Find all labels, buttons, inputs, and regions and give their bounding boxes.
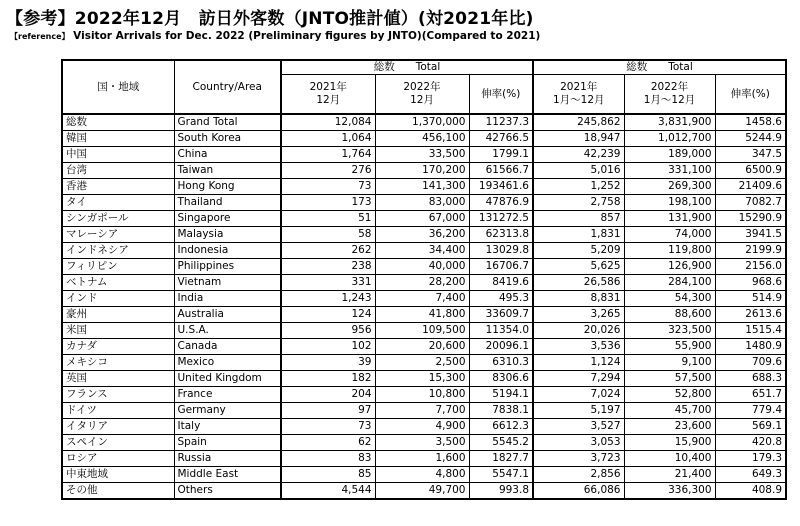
header-group-month: 総数 Total	[281, 60, 533, 75]
cell-region-en: Middle East	[174, 467, 281, 483]
cell-growth-month: 62313.8	[469, 227, 533, 243]
cell-region-en: China	[174, 147, 281, 163]
cell-2021-cumulative: 1,252	[533, 179, 624, 195]
cell-growth-month: 8306.6	[469, 371, 533, 387]
table-row	[62, 147, 786, 163]
cell-region-en: France	[174, 387, 281, 403]
cell-growth-month: 11237.3	[469, 114, 533, 131]
cell-growth-cumulative: 709.6	[715, 355, 786, 371]
cell-growth-month: 131272.5	[469, 211, 533, 227]
table-row	[62, 371, 786, 387]
cell-2022-dec: 83,000	[375, 195, 469, 211]
cell-region-jp: 総数	[62, 114, 174, 131]
cell-2021-cumulative: 42,239	[533, 147, 624, 163]
cell-growth-cumulative: 514.9	[715, 291, 786, 307]
cell-growth-cumulative: 2156.0	[715, 259, 786, 275]
cell-2021-dec: 956	[281, 323, 375, 339]
table-row	[62, 339, 786, 355]
cell-2021-cumulative: 3,536	[533, 339, 624, 355]
cell-2021-cumulative: 3,723	[533, 451, 624, 467]
cell-region-jp: スペイン	[62, 435, 174, 451]
cell-region-en: Italy	[174, 419, 281, 435]
table-row	[62, 163, 786, 179]
cell-region-jp: マレーシア	[62, 227, 174, 243]
cell-2021-dec: 182	[281, 371, 375, 387]
cell-2021-cumulative: 8,831	[533, 291, 624, 307]
cell-2022-cumulative: 45,700	[624, 403, 715, 419]
cell-region-en: U.S.A.	[174, 323, 281, 339]
cell-growth-month: 993.8	[469, 483, 533, 500]
cell-region-en: Hong Kong	[174, 179, 281, 195]
cell-2022-dec: 36,200	[375, 227, 469, 243]
cell-2021-cumulative: 20,026	[533, 323, 624, 339]
table-row	[62, 483, 786, 500]
cell-growth-cumulative: 569.1	[715, 419, 786, 435]
cell-2022-dec: 20,600	[375, 339, 469, 355]
cell-growth-cumulative: 779.4	[715, 403, 786, 419]
cell-2022-dec: 49,700	[375, 483, 469, 500]
cell-2021-dec: 12,084	[281, 114, 375, 131]
page-title: 【参考】2022年12月 訪日外客数（JNTO推計値）(対2021年比)	[6, 9, 534, 29]
table-row	[62, 179, 786, 195]
table-row	[62, 275, 786, 291]
cell-region-jp: カナダ	[62, 339, 174, 355]
cell-growth-month: 42766.5	[469, 131, 533, 147]
cell-region-en: Spain	[174, 435, 281, 451]
cell-region-jp: イタリア	[62, 419, 174, 435]
cell-2022-cumulative: 189,000	[624, 147, 715, 163]
header-group-cumulative: 総数 Total	[533, 60, 786, 75]
table-row	[62, 403, 786, 419]
cell-2022-cumulative: 74,000	[624, 227, 715, 243]
cell-2021-dec: 39	[281, 355, 375, 371]
cell-2022-dec: 3,500	[375, 435, 469, 451]
table-row	[62, 211, 786, 227]
table-row	[62, 259, 786, 275]
page-subtitle	[10, 30, 540, 42]
visitor-arrivals-table	[61, 59, 787, 500]
table-row	[62, 227, 786, 243]
cell-2022-cumulative: 15,900	[624, 435, 715, 451]
cell-2021-cumulative: 1,831	[533, 227, 624, 243]
cell-2022-dec: 141,300	[375, 179, 469, 195]
cell-2021-cumulative: 3,265	[533, 307, 624, 323]
cell-2022-dec: 28,200	[375, 275, 469, 291]
cell-2021-cumulative: 245,862	[533, 114, 624, 131]
cell-2021-dec: 85	[281, 467, 375, 483]
cell-growth-cumulative: 347.5	[715, 147, 786, 163]
cell-growth-month: 495.3	[469, 291, 533, 307]
cell-2022-cumulative: 119,800	[624, 243, 715, 259]
cell-2022-cumulative: 9,100	[624, 355, 715, 371]
cell-region-en: South Korea	[174, 131, 281, 147]
cell-2022-dec: 40,000	[375, 259, 469, 275]
cell-region-en: Taiwan	[174, 163, 281, 179]
cell-region-jp: メキシコ	[62, 355, 174, 371]
cell-region-jp: 中東地域	[62, 467, 174, 483]
cell-2022-dec: 15,300	[375, 371, 469, 387]
cell-2021-cumulative: 7,294	[533, 371, 624, 387]
cell-2021-cumulative: 5,625	[533, 259, 624, 275]
cell-2022-dec: 456,100	[375, 131, 469, 147]
cell-region-en: Philippines	[174, 259, 281, 275]
cell-2021-dec: 73	[281, 179, 375, 195]
cell-region-en: Canada	[174, 339, 281, 355]
header-region-en: Country/Area	[174, 60, 281, 114]
cell-2022-dec: 1,370,000	[375, 114, 469, 131]
cell-growth-month: 20096.1	[469, 339, 533, 355]
table-row	[62, 114, 786, 131]
table-row	[62, 387, 786, 403]
cell-region-en: Mexico	[174, 355, 281, 371]
cell-2021-cumulative: 3,053	[533, 435, 624, 451]
cell-2022-cumulative: 3,831,900	[624, 114, 715, 131]
cell-2022-dec: 4,900	[375, 419, 469, 435]
cell-region-jp: フランス	[62, 387, 174, 403]
cell-growth-cumulative: 968.6	[715, 275, 786, 291]
cell-region-jp: 香港	[62, 179, 174, 195]
cell-2022-dec: 7,700	[375, 403, 469, 419]
cell-2022-cumulative: 54,300	[624, 291, 715, 307]
cell-2021-dec: 1,243	[281, 291, 375, 307]
table-row	[62, 355, 786, 371]
cell-region-en: Thailand	[174, 195, 281, 211]
cell-2022-cumulative: 126,900	[624, 259, 715, 275]
cell-region-jp: 豪州	[62, 307, 174, 323]
cell-region-en: India	[174, 291, 281, 307]
cell-2021-cumulative: 66,086	[533, 483, 624, 500]
cell-2022-cumulative: 55,900	[624, 339, 715, 355]
cell-region-en: Australia	[174, 307, 281, 323]
cell-2021-cumulative: 7,024	[533, 387, 624, 403]
cell-growth-month: 5545.2	[469, 435, 533, 451]
cell-growth-cumulative: 6500.9	[715, 163, 786, 179]
cell-2022-cumulative: 23,600	[624, 419, 715, 435]
cell-growth-cumulative: 408.9	[715, 483, 786, 500]
cell-2021-dec: 1,764	[281, 147, 375, 163]
cell-region-jp: インド	[62, 291, 174, 307]
table-row	[62, 323, 786, 339]
cell-2021-dec: 331	[281, 275, 375, 291]
cell-growth-month: 193461.6	[469, 179, 533, 195]
cell-region-jp: 中国	[62, 147, 174, 163]
cell-2021-cumulative: 857	[533, 211, 624, 227]
cell-region-jp: ロシア	[62, 451, 174, 467]
cell-growth-cumulative: 651.7	[715, 387, 786, 403]
cell-growth-cumulative: 7082.7	[715, 195, 786, 211]
cell-2021-cumulative: 3,527	[533, 419, 624, 435]
cell-growth-cumulative: 1480.9	[715, 339, 786, 355]
cell-region-jp: シンガポール	[62, 211, 174, 227]
cell-2022-cumulative: 336,300	[624, 483, 715, 500]
table-body	[62, 114, 786, 499]
cell-2021-dec: 204	[281, 387, 375, 403]
cell-2021-cumulative: 1,124	[533, 355, 624, 371]
header-2022-cumulative: 2022年 1月～12月	[624, 75, 715, 115]
cell-growth-month: 5194.1	[469, 387, 533, 403]
cell-2022-cumulative: 52,800	[624, 387, 715, 403]
cell-2022-cumulative: 198,100	[624, 195, 715, 211]
cell-2022-dec: 7,400	[375, 291, 469, 307]
cell-2022-dec: 4,800	[375, 467, 469, 483]
cell-2021-cumulative: 18,947	[533, 131, 624, 147]
table-row	[62, 131, 786, 147]
cell-region-jp: フィリピン	[62, 259, 174, 275]
cell-2022-cumulative: 131,900	[624, 211, 715, 227]
cell-region-en: Russia	[174, 451, 281, 467]
cell-growth-month: 6612.3	[469, 419, 533, 435]
header-2021-dec: 2021年 12月	[281, 75, 375, 115]
cell-2021-dec: 102	[281, 339, 375, 355]
table-row	[62, 419, 786, 435]
table-row	[62, 307, 786, 323]
cell-2022-cumulative: 21,400	[624, 467, 715, 483]
cell-2021-dec: 97	[281, 403, 375, 419]
cell-2022-cumulative: 88,600	[624, 307, 715, 323]
cell-region-jp: ベトナム	[62, 275, 174, 291]
cell-growth-cumulative: 2613.6	[715, 307, 786, 323]
cell-2022-dec: 34,400	[375, 243, 469, 259]
cell-2021-dec: 51	[281, 211, 375, 227]
cell-region-en: Singapore	[174, 211, 281, 227]
table-row	[62, 291, 786, 307]
cell-region-en: Others	[174, 483, 281, 500]
cell-2022-dec: 10,800	[375, 387, 469, 403]
cell-growth-month: 1799.1	[469, 147, 533, 163]
cell-region-en: Malaysia	[174, 227, 281, 243]
cell-growth-cumulative: 2199.9	[715, 243, 786, 259]
cell-2021-dec: 124	[281, 307, 375, 323]
cell-2021-dec: 276	[281, 163, 375, 179]
cell-2022-cumulative: 57,500	[624, 371, 715, 387]
cell-2021-cumulative: 5,016	[533, 163, 624, 179]
cell-2022-dec: 2,500	[375, 355, 469, 371]
cell-2021-dec: 58	[281, 227, 375, 243]
cell-2021-cumulative: 2,856	[533, 467, 624, 483]
cell-region-jp: 台湾	[62, 163, 174, 179]
cell-growth-cumulative: 1515.4	[715, 323, 786, 339]
cell-2022-dec: 170,200	[375, 163, 469, 179]
cell-growth-month: 6310.3	[469, 355, 533, 371]
cell-2022-cumulative: 284,100	[624, 275, 715, 291]
cell-growth-month: 47876.9	[469, 195, 533, 211]
cell-growth-month: 5547.1	[469, 467, 533, 483]
cell-growth-month: 7838.1	[469, 403, 533, 419]
cell-region-en: Grand Total	[174, 114, 281, 131]
cell-2021-dec: 73	[281, 419, 375, 435]
cell-growth-month: 11354.0	[469, 323, 533, 339]
header-2022-dec: 2022年 12月	[375, 75, 469, 115]
header-region-jp: 国・地域	[62, 60, 174, 114]
cell-region-jp: その他	[62, 483, 174, 500]
cell-2022-dec: 1,600	[375, 451, 469, 467]
cell-region-jp: タイ	[62, 195, 174, 211]
cell-growth-cumulative: 649.3	[715, 467, 786, 483]
cell-region-en: Vietnam	[174, 275, 281, 291]
cell-2021-dec: 1,064	[281, 131, 375, 147]
cell-region-en: Indonesia	[174, 243, 281, 259]
header-2021-cumulative: 2021年 1月～12月	[533, 75, 624, 115]
cell-growth-cumulative: 5244.9	[715, 131, 786, 147]
cell-growth-cumulative: 420.8	[715, 435, 786, 451]
cell-2022-dec: 41,800	[375, 307, 469, 323]
cell-region-en: Germany	[174, 403, 281, 419]
cell-2021-cumulative: 5,197	[533, 403, 624, 419]
cell-region-en: United Kingdom	[174, 371, 281, 387]
cell-growth-cumulative: 179.3	[715, 451, 786, 467]
cell-2021-dec: 238	[281, 259, 375, 275]
header-growth-cumulative: 伸率(%)	[715, 75, 786, 115]
cell-growth-month: 61566.7	[469, 163, 533, 179]
cell-growth-cumulative: 15290.9	[715, 211, 786, 227]
cell-growth-month: 13029.8	[469, 243, 533, 259]
cell-2022-cumulative: 323,500	[624, 323, 715, 339]
cell-growth-cumulative: 21409.6	[715, 179, 786, 195]
table-row	[62, 467, 786, 483]
cell-region-jp: 米国	[62, 323, 174, 339]
cell-region-jp: 英国	[62, 371, 174, 387]
cell-growth-cumulative: 3941.5	[715, 227, 786, 243]
cell-2021-cumulative: 5,209	[533, 243, 624, 259]
cell-2021-dec: 83	[281, 451, 375, 467]
cell-2021-dec: 4,544	[281, 483, 375, 500]
cell-region-jp: 韓国	[62, 131, 174, 147]
cell-2022-cumulative: 10,400	[624, 451, 715, 467]
cell-2022-dec: 33,500	[375, 147, 469, 163]
subtitle-reference-tag: 【reference】	[10, 32, 70, 41]
cell-region-jp: インドネシア	[62, 243, 174, 259]
cell-growth-month: 33609.7	[469, 307, 533, 323]
cell-2022-cumulative: 331,100	[624, 163, 715, 179]
subtitle-text: Visitor Arrivals for Dec. 2022 (Preliminary figures by JNTO)(Compared to 2021)	[69, 30, 541, 42]
cell-growth-month: 16706.7	[469, 259, 533, 275]
cell-growth-cumulative: 1458.6	[715, 114, 786, 131]
cell-2021-dec: 173	[281, 195, 375, 211]
table-row	[62, 243, 786, 259]
cell-2021-cumulative: 2,758	[533, 195, 624, 211]
cell-2022-dec: 109,500	[375, 323, 469, 339]
cell-growth-month: 8419.6	[469, 275, 533, 291]
cell-2022-cumulative: 269,300	[624, 179, 715, 195]
table-row	[62, 195, 786, 211]
cell-2022-cumulative: 1,012,700	[624, 131, 715, 147]
cell-growth-month: 1827.7	[469, 451, 533, 467]
table-row	[62, 451, 786, 467]
cell-2021-dec: 262	[281, 243, 375, 259]
cell-region-jp: ドイツ	[62, 403, 174, 419]
cell-2021-dec: 62	[281, 435, 375, 451]
cell-2022-dec: 67,000	[375, 211, 469, 227]
table-row	[62, 435, 786, 451]
cell-2021-cumulative: 26,586	[533, 275, 624, 291]
header-growth-month: 伸率(%)	[469, 75, 533, 115]
cell-growth-cumulative: 688.3	[715, 371, 786, 387]
